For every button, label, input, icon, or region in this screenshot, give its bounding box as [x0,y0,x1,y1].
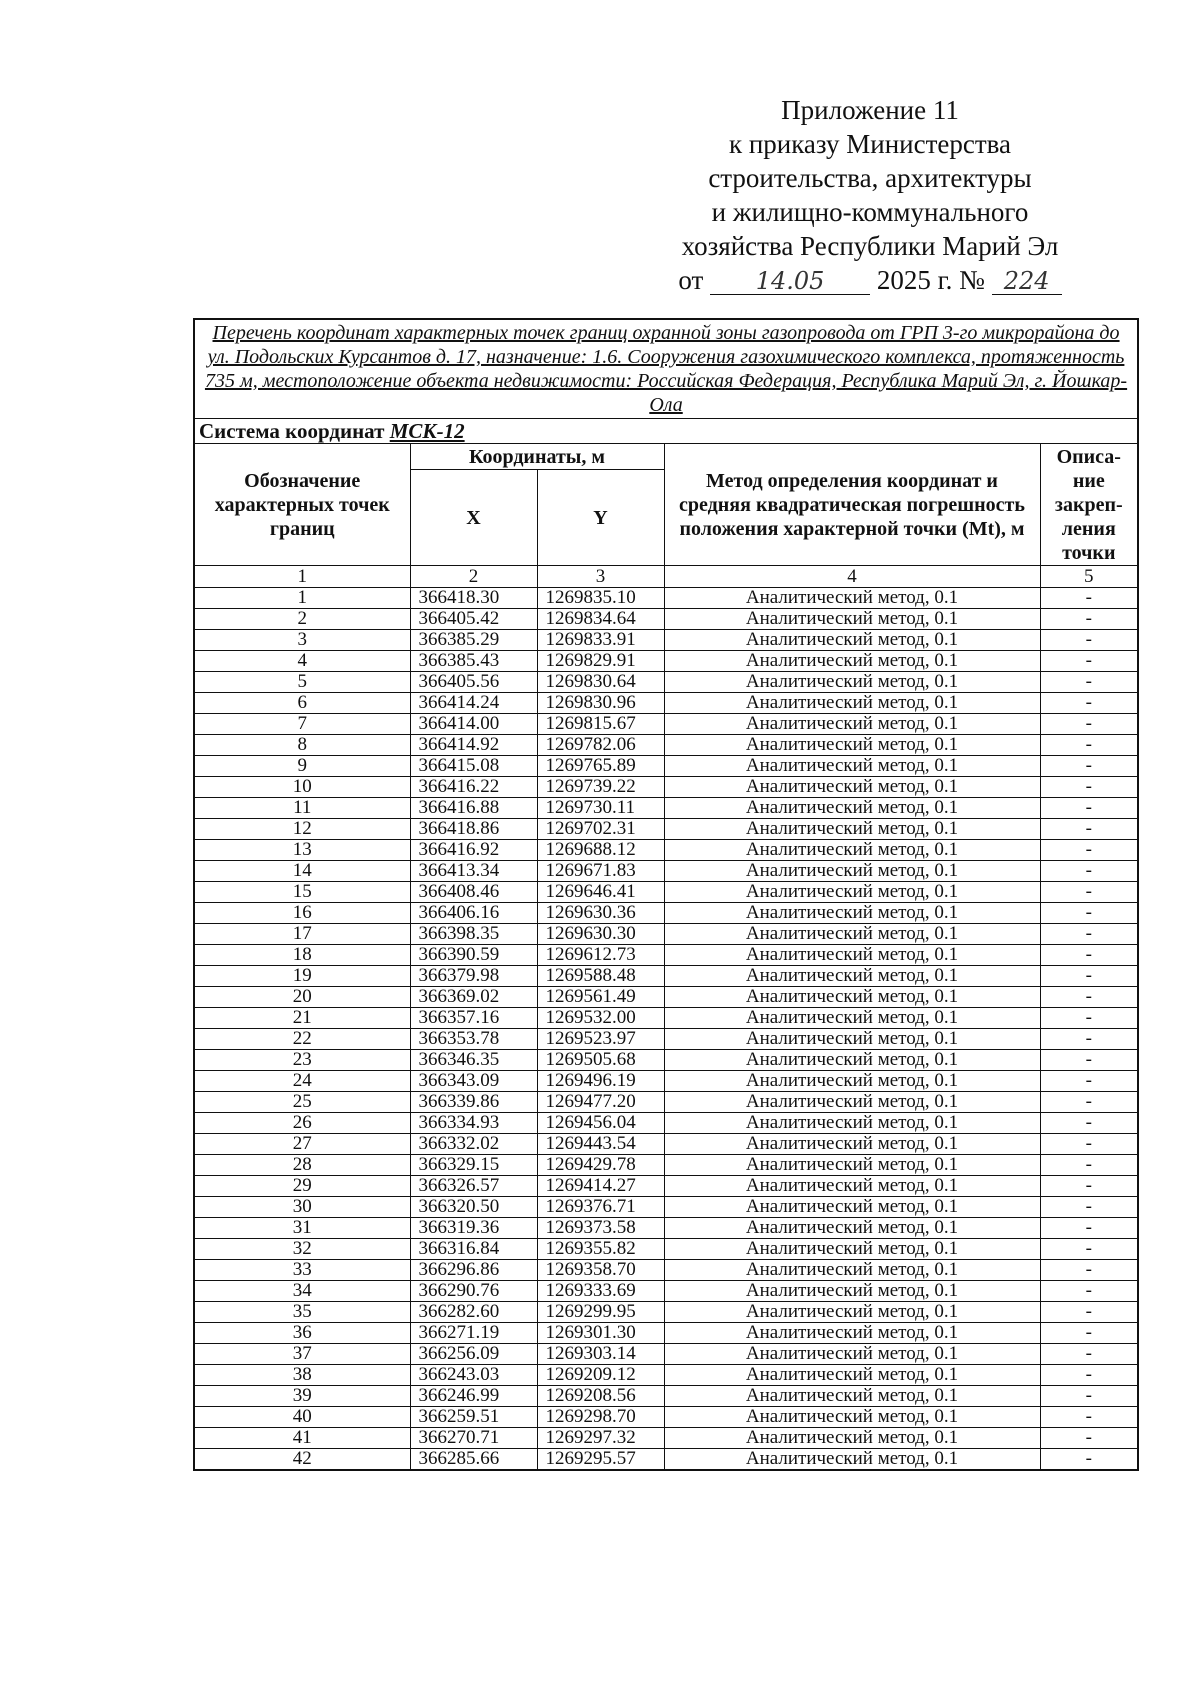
date-prefix: от [678,265,704,295]
date-suffix: 2025 г. № [876,265,985,295]
y-value: 1269646.41 [537,882,664,903]
x-value: 366353.78 [410,1029,537,1050]
header-line: к приказу Министерства [728,129,1012,159]
description-value: - [1040,798,1138,819]
y-value: 1269298.70 [537,1407,664,1428]
method-value: Аналитический метод, 0.1 [664,735,1040,756]
header-description: Описа-ние закреп-ления точки [1040,444,1138,566]
coordinate-system-value: МСК-12 [389,419,465,443]
x-value: 366379.98 [410,966,537,987]
point-number: 19 [194,966,410,987]
table-title: Перечень координат характерных точек границ охранной зоны газопровода от ГРП 3-го микрорайона до ул. Подольских Курсантов д. 17, назначение: 1.6. Сооружения газохимического комплекса, протяженность 735 м, местоположение объекта недвижимости: Российская Федерация, Республика Марий Эл, г. Йошкар-Ола [194,319,1138,419]
description-value: - [1040,1008,1138,1029]
x-value: 366414.00 [410,714,537,735]
table-row [194,819,1138,840]
method-value: Аналитический метод, 0.1 [664,1092,1040,1113]
method-value: Аналитический метод, 0.1 [664,1071,1040,1092]
description-value: - [1040,1281,1138,1302]
y-value: 1269299.95 [537,1302,664,1323]
table-row [194,1050,1138,1071]
y-value: 1269765.89 [537,756,664,777]
x-value: 366246.99 [410,1386,537,1407]
description-value: - [1040,1407,1138,1428]
y-value: 1269739.22 [537,777,664,798]
method-value: Аналитический метод, 0.1 [664,882,1040,903]
description-value: - [1040,735,1138,756]
point-number: 10 [194,777,410,798]
table-row [194,588,1138,609]
table-row [194,798,1138,819]
y-value: 1269477.20 [537,1092,664,1113]
method-value: Аналитический метод, 0.1 [664,945,1040,966]
point-number: 32 [194,1239,410,1260]
point-number: 31 [194,1218,410,1239]
description-value: - [1040,1365,1138,1386]
method-value: Аналитический метод, 0.1 [664,1239,1040,1260]
x-value: 366413.34 [410,861,537,882]
point-number: 33 [194,1260,410,1281]
x-value: 366415.08 [410,756,537,777]
y-value: 1269730.11 [537,798,664,819]
method-value: Аналитический метод, 0.1 [664,1218,1040,1239]
y-value: 1269523.97 [537,1029,664,1050]
x-value: 366319.36 [410,1218,537,1239]
table-row [194,1344,1138,1365]
method-value: Аналитический метод, 0.1 [664,672,1040,693]
x-value: 366243.03 [410,1365,537,1386]
description-value: - [1040,1113,1138,1134]
method-value: Аналитический метод, 0.1 [664,1302,1040,1323]
table-row [194,756,1138,777]
method-value: Аналитический метод, 0.1 [664,1428,1040,1449]
point-number: 38 [194,1365,410,1386]
description-value: - [1040,861,1138,882]
method-value: Аналитический метод, 0.1 [664,966,1040,987]
y-value: 1269588.48 [537,966,664,987]
y-value: 1269373.58 [537,1218,664,1239]
y-value: 1269561.49 [537,987,664,1008]
method-value: Аналитический метод, 0.1 [664,1323,1040,1344]
header-line: Приложение 11 [781,95,959,125]
description-value: - [1040,588,1138,609]
y-value: 1269301.30 [537,1323,664,1344]
x-value: 366343.09 [410,1071,537,1092]
table-row [194,1029,1138,1050]
table-row [194,1113,1138,1134]
point-number: 24 [194,1071,410,1092]
coordinates-table [193,318,1139,1471]
y-value: 1269688.12 [537,840,664,861]
x-value: 366270.71 [410,1428,537,1449]
header-point-designation: Обозначение характерных точек границ [194,444,410,566]
y-value: 1269295.57 [537,1449,664,1471]
y-value: 1269612.73 [537,945,664,966]
table-row [194,777,1138,798]
table-row [194,714,1138,735]
point-number: 37 [194,1344,410,1365]
point-number: 42 [194,1449,410,1471]
description-value: - [1040,1071,1138,1092]
header-y: Y [537,470,664,566]
description-value: - [1040,714,1138,735]
y-value: 1269376.71 [537,1197,664,1218]
table-row [194,693,1138,714]
point-number: 20 [194,987,410,1008]
y-value: 1269297.32 [537,1428,664,1449]
table-row [194,1323,1138,1344]
method-value: Аналитический метод, 0.1 [664,1260,1040,1281]
method-value: Аналитический метод, 0.1 [664,1386,1040,1407]
y-value: 1269830.64 [537,672,664,693]
description-value: - [1040,819,1138,840]
method-value: Аналитический метод, 0.1 [664,1197,1040,1218]
table-row [194,1176,1138,1197]
header-line: хозяйства Республики Марий Эл [681,231,1059,261]
header-method: Метод определения координат и средняя квадратическая погрешность положения характерной точки (Mt), м [664,444,1040,566]
table-row [194,1218,1138,1239]
x-value: 366390.59 [410,945,537,966]
description-value: - [1040,1239,1138,1260]
method-value: Аналитический метод, 0.1 [664,1344,1040,1365]
description-value: - [1040,1260,1138,1281]
point-number: 29 [194,1176,410,1197]
table-row [194,672,1138,693]
method-value: Аналитический метод, 0.1 [664,861,1040,882]
x-value: 366339.86 [410,1092,537,1113]
table-row [194,987,1138,1008]
y-value: 1269414.27 [537,1176,664,1197]
description-value: - [1040,1155,1138,1176]
method-value: Аналитический метод, 0.1 [664,756,1040,777]
table-row [194,924,1138,945]
header-x: X [410,470,537,566]
point-number: 26 [194,1113,410,1134]
table-row [194,1407,1138,1428]
x-value: 366320.50 [410,1197,537,1218]
y-value: 1269671.83 [537,861,664,882]
table-row [194,1134,1138,1155]
method-value: Аналитический метод, 0.1 [664,777,1040,798]
point-number: 3 [194,630,410,651]
method-value: Аналитический метод, 0.1 [664,1050,1040,1071]
description-value: - [1040,630,1138,651]
method-value: Аналитический метод, 0.1 [664,903,1040,924]
table-row [194,1092,1138,1113]
point-number: 4 [194,651,410,672]
y-value: 1269333.69 [537,1281,664,1302]
coordinate-system [194,419,1138,444]
x-value: 366259.51 [410,1407,537,1428]
method-value: Аналитический метод, 0.1 [664,630,1040,651]
x-value: 366416.88 [410,798,537,819]
description-value: - [1040,1302,1138,1323]
point-number: 34 [194,1281,410,1302]
y-value: 1269833.91 [537,630,664,651]
y-value: 1269505.68 [537,1050,664,1071]
handwritten-order-number: 224 [992,268,1062,295]
point-number: 5 [194,672,410,693]
y-value: 1269782.06 [537,735,664,756]
description-value: - [1040,756,1138,777]
y-value: 1269830.96 [537,693,664,714]
table-row [194,1008,1138,1029]
y-value: 1269835.10 [537,588,664,609]
x-value: 366385.43 [410,651,537,672]
method-value: Аналитический метод, 0.1 [664,1281,1040,1302]
y-value: 1269456.04 [537,1113,664,1134]
table-row [194,1260,1138,1281]
method-value: Аналитический метод, 0.1 [664,1176,1040,1197]
method-value: Аналитический метод, 0.1 [664,1029,1040,1050]
table-row [194,1302,1138,1323]
header-line: строительства, архитектуры [708,163,1032,193]
description-value: - [1040,651,1138,672]
point-number: 11 [194,798,410,819]
x-value: 366316.84 [410,1239,537,1260]
description-value: - [1040,672,1138,693]
method-value: Аналитический метод, 0.1 [664,924,1040,945]
y-value: 1269532.00 [537,1008,664,1029]
point-number: 7 [194,714,410,735]
table-row [194,1386,1138,1407]
description-value: - [1040,903,1138,924]
table-row [194,1239,1138,1260]
x-value: 366296.86 [410,1260,537,1281]
x-value: 366418.86 [410,819,537,840]
y-value: 1269496.19 [537,1071,664,1092]
x-value: 366385.29 [410,630,537,651]
x-value: 366416.92 [410,840,537,861]
method-value: Аналитический метод, 0.1 [664,987,1040,1008]
table-row [194,1428,1138,1449]
point-number: 40 [194,1407,410,1428]
x-value: 366332.02 [410,1134,537,1155]
method-value: Аналитический метод, 0.1 [664,588,1040,609]
x-value: 366414.92 [410,735,537,756]
x-value: 366418.30 [410,588,537,609]
y-value: 1269829.91 [537,651,664,672]
method-value: Аналитический метод, 0.1 [664,819,1040,840]
table-row [194,1449,1138,1471]
description-value: - [1040,840,1138,861]
x-value: 366405.56 [410,672,537,693]
point-number: 15 [194,882,410,903]
appendix-header [620,93,1120,297]
y-value: 1269355.82 [537,1239,664,1260]
description-value: - [1040,966,1138,987]
point-number: 14 [194,861,410,882]
point-number: 39 [194,1386,410,1407]
point-number: 35 [194,1302,410,1323]
x-value: 366414.24 [410,693,537,714]
point-number: 25 [194,1092,410,1113]
table-row [194,903,1138,924]
description-value: - [1040,882,1138,903]
x-value: 366346.35 [410,1050,537,1071]
point-number: 17 [194,924,410,945]
description-value: - [1040,1029,1138,1050]
x-value: 366369.02 [410,987,537,1008]
x-value: 366282.60 [410,1302,537,1323]
point-number: 9 [194,756,410,777]
coordinate-system-label: Система координат [199,419,385,443]
table-row [194,630,1138,651]
y-value: 1269815.67 [537,714,664,735]
y-value: 1269443.54 [537,1134,664,1155]
y-value: 1269630.36 [537,903,664,924]
column-index: 5 [1040,566,1138,588]
description-value: - [1040,693,1138,714]
point-number: 30 [194,1197,410,1218]
description-value: - [1040,1218,1138,1239]
method-value: Аналитический метод, 0.1 [664,798,1040,819]
point-number: 18 [194,945,410,966]
table-row [194,1365,1138,1386]
y-value: 1269429.78 [537,1155,664,1176]
point-number: 1 [194,588,410,609]
description-value: - [1040,1134,1138,1155]
method-value: Аналитический метод, 0.1 [664,1155,1040,1176]
table-row [194,1281,1138,1302]
x-value: 366405.42 [410,609,537,630]
point-number: 13 [194,840,410,861]
table-row [194,1071,1138,1092]
method-value: Аналитический метод, 0.1 [664,714,1040,735]
y-value: 1269209.12 [537,1365,664,1386]
point-number: 23 [194,1050,410,1071]
x-value: 366326.57 [410,1176,537,1197]
point-number: 2 [194,609,410,630]
description-value: - [1040,1050,1138,1071]
point-number: 16 [194,903,410,924]
order-date-line [620,263,1120,297]
x-value: 366408.46 [410,882,537,903]
x-value: 366398.35 [410,924,537,945]
table-row [194,966,1138,987]
description-value: - [1040,945,1138,966]
table-row [194,651,1138,672]
column-index: 3 [537,566,664,588]
description-value: - [1040,987,1138,1008]
x-value: 366406.16 [410,903,537,924]
description-value: - [1040,1428,1138,1449]
description-value: - [1040,1092,1138,1113]
y-value: 1269303.14 [537,1344,664,1365]
header-line: и жилищно-коммунального [711,197,1029,227]
point-number: 27 [194,1134,410,1155]
y-value: 1269358.70 [537,1260,664,1281]
x-value: 366416.22 [410,777,537,798]
x-value: 366329.15 [410,1155,537,1176]
y-value: 1269702.31 [537,819,664,840]
header-coordinates: Координаты, м [410,444,664,470]
y-value: 1269630.30 [537,924,664,945]
x-value: 366271.19 [410,1323,537,1344]
column-index: 2 [410,566,537,588]
description-value: - [1040,1197,1138,1218]
description-value: - [1040,777,1138,798]
y-value: 1269208.56 [537,1386,664,1407]
method-value: Аналитический метод, 0.1 [664,609,1040,630]
x-value: 366334.93 [410,1113,537,1134]
x-value: 366285.66 [410,1449,537,1471]
x-value: 366256.09 [410,1344,537,1365]
point-number: 12 [194,819,410,840]
table-row [194,945,1138,966]
point-number: 36 [194,1323,410,1344]
method-value: Аналитический метод, 0.1 [664,1134,1040,1155]
table-row [194,609,1138,630]
table-row [194,861,1138,882]
method-value: Аналитический метод, 0.1 [664,651,1040,672]
description-value: - [1040,1344,1138,1365]
description-value: - [1040,1386,1138,1407]
method-value: Аналитический метод, 0.1 [664,1407,1040,1428]
point-number: 28 [194,1155,410,1176]
table-row [194,1155,1138,1176]
x-value: 366357.16 [410,1008,537,1029]
table-row [194,840,1138,861]
method-value: Аналитический метод, 0.1 [664,1113,1040,1134]
column-index: 4 [664,566,1040,588]
x-value: 366290.76 [410,1281,537,1302]
table-row [194,735,1138,756]
description-value: - [1040,924,1138,945]
table-row [194,882,1138,903]
method-value: Аналитический метод, 0.1 [664,693,1040,714]
method-value: Аналитический метод, 0.1 [664,1008,1040,1029]
method-value: Аналитический метод, 0.1 [664,840,1040,861]
point-number: 8 [194,735,410,756]
point-number: 41 [194,1428,410,1449]
point-number: 21 [194,1008,410,1029]
method-value: Аналитический метод, 0.1 [664,1365,1040,1386]
method-value: Аналитический метод, 0.1 [664,1449,1040,1471]
handwritten-date: 14.05 [710,268,870,295]
description-value: - [1040,1323,1138,1344]
column-index-row [194,566,1138,588]
table-row [194,1197,1138,1218]
point-number: 6 [194,693,410,714]
description-value: - [1040,1449,1138,1471]
column-index: 1 [194,566,410,588]
y-value: 1269834.64 [537,609,664,630]
description-value: - [1040,609,1138,630]
description-value: - [1040,1176,1138,1197]
point-number: 22 [194,1029,410,1050]
